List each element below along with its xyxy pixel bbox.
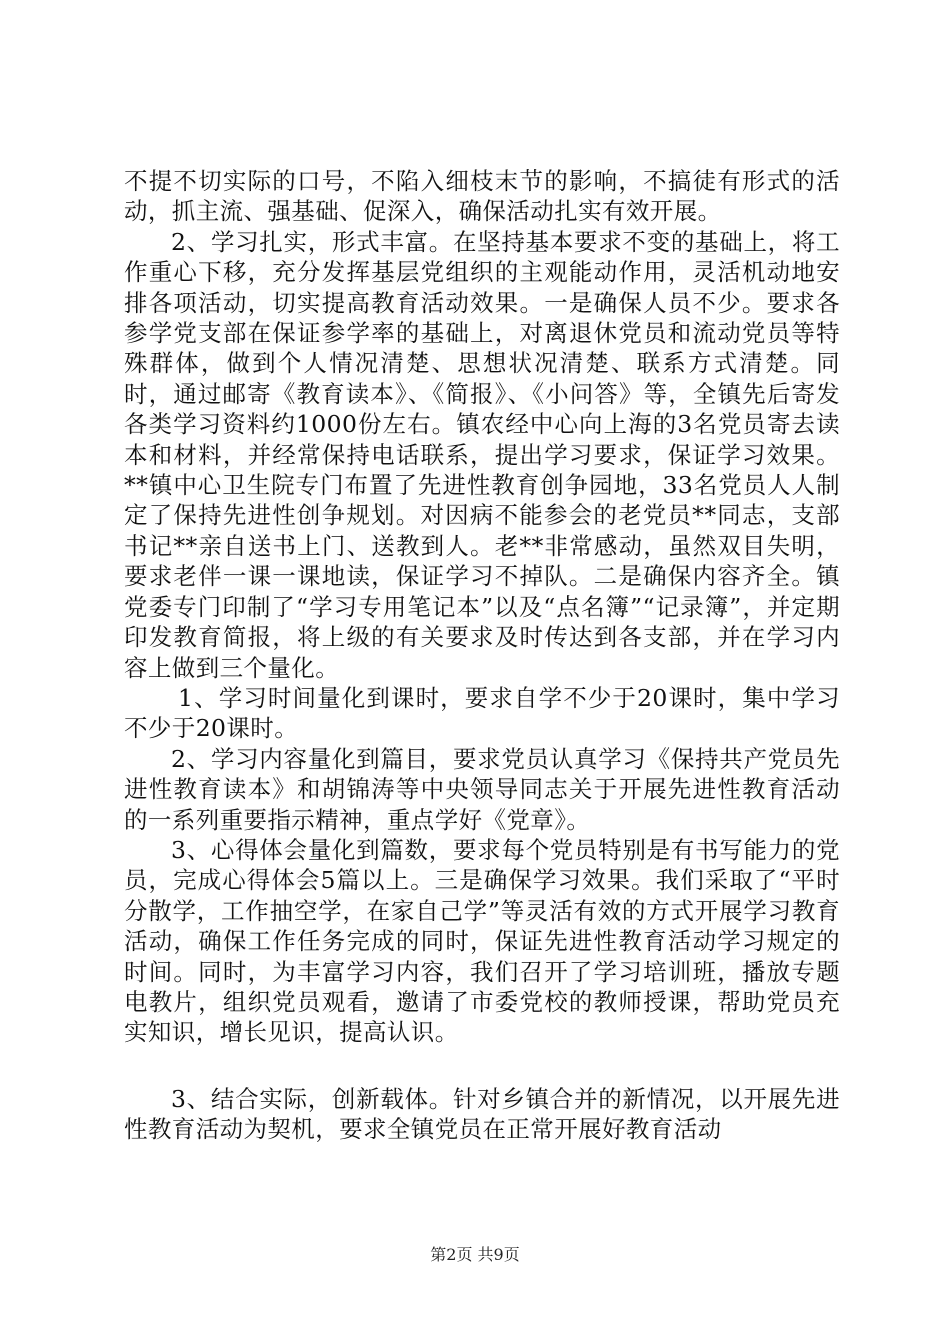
paragraph-item-2: 2、学习内容量化到篇目，要求党员认真学习《保持共产党员先进性教育读本》和胡锦涛等中央领导同志关于开展先进性教育活动的一系列重要指示精神，重点学好《党章》。 <box>124 744 840 834</box>
paragraph-section-3: 3、结合实际，创新载体。针对乡镇合并的新情况，以开展先进性教育活动为契机，要求全镇党员在正常开展好教育活动 <box>124 1084 840 1144</box>
paragraph-section-2: 2、学习扎实，形式丰富。在坚持基本要求不变的基础上，将工作重心下移，充分发挥基层党组织的主观能动作用，灵活机动地安排各项活动，切实提高教育活动效果。一是确保人员不少。要求各参学党支部在保证参学率的基础上，对离退休党员和流动党员等特殊群体，做到个人情况清楚、思想状况清楚、联系方式清楚。同时，通过邮寄《教育读本》、《简报》、《小问答》等，全镇先后寄发各类学习资料约1000份左右。镇农经中心向上海的3名党员寄去读本和材料，并经常保持电话联系，提出学习要求，保证学习效果。**镇中心卫生院专门布置了先进性教育创争园地，33名党员人人制定了保持先进性创争规划。对因病不能参会的老党员**同志，支部书记**亲自送书上门、送教到人。老**非常感动，虽然双目失明，要求老伴一课一课地读，保证学习不掉队。二是确保内容齐全。镇党委专门印制了“学习专用笔记本”以及“点名簿”“记录簿”，并定期印发教育简报，将上级的有关要求及时传达到各支部，并在学习内容上做到三个量化。 <box>124 227 840 682</box>
paragraph-item-3: 3、心得体会量化到篇数，要求每个党员特别是有书写能力的党员，完成心得体会5篇以上。三是确保学习效果。我们采取了“平时分散学，工作抽空学，在家自己学”等灵活有效的方式开展学习教育活动，确保工作任务完成的同时，保证先进性教育活动学习规定的时间。同时，为丰富学习内容，我们召开了学习培训班，播放专题电教片，组织党员观看，邀请了市委党校的教师授课，帮助党员充实知识，增长见识，提高认识。 <box>124 835 840 1047</box>
paragraph-continuation: 不提不切实际的口号，不陷入细枝末节的影响，不搞徒有形式的活动，抓主流、强基础、促深入，确保活动扎实有效开展。 <box>124 167 840 226</box>
page-number-footer: 第2页 共9页 <box>430 1245 520 1264</box>
document-body <box>124 166 840 1145</box>
paragraph-item-1: 1、学习时间量化到课时，要求自学不少于20课时，集中学习不少于20课时。 <box>124 683 840 743</box>
